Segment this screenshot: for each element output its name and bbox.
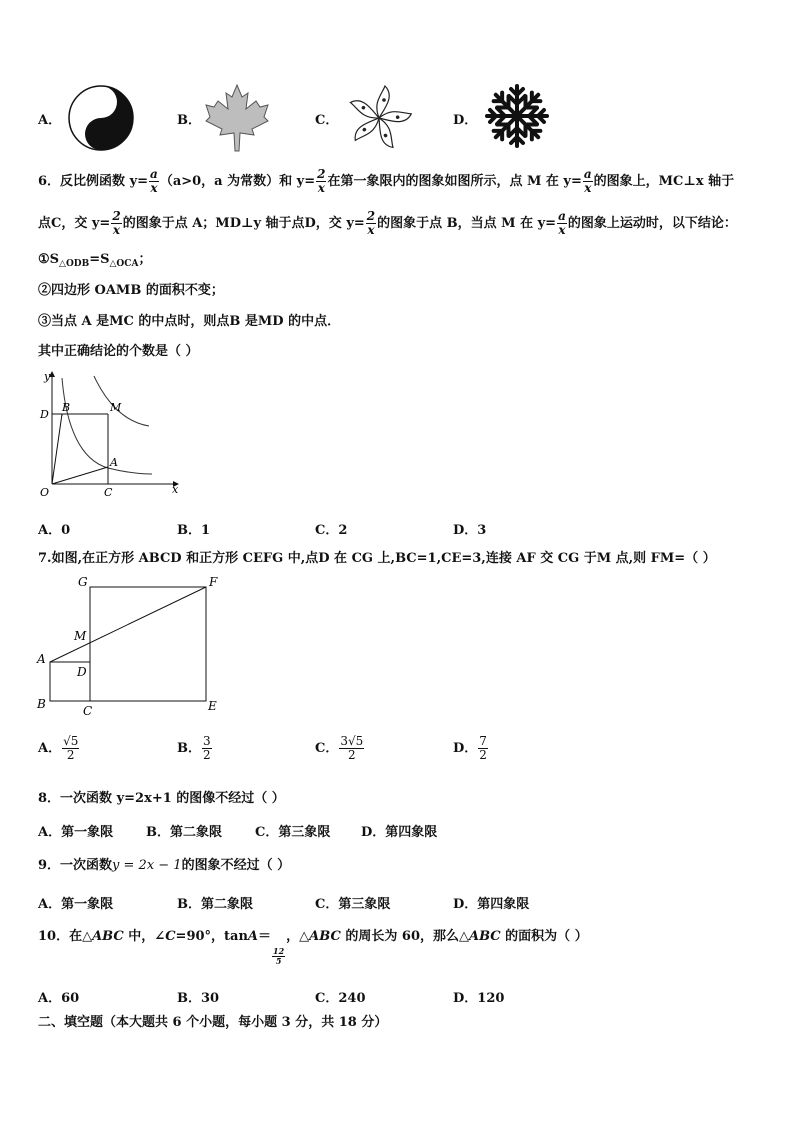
graph-label-c: C: [104, 486, 113, 499]
q7-option-d: D． $\frac{7}{2}$: [453, 734, 487, 762]
q9-option-a: A．第一象限: [38, 897, 114, 912]
q10-option-a: A．60: [38, 991, 80, 1006]
bauhinia-flower-icon: [342, 83, 416, 157]
fig-label-m: M: [74, 629, 87, 643]
q6-option-d: D．3: [453, 523, 487, 538]
q9-question: 9．一次函数y = 2x − 1的图象不经过（ ）: [38, 858, 291, 873]
q6-graph: [34, 366, 184, 505]
q5-option-a-label: A．: [38, 113, 62, 128]
q7-option-a: A． $\frac{√5}{2}$: [38, 734, 79, 762]
q9-option-c: C．第三象限: [315, 897, 391, 912]
q10-option-c: C．240: [315, 991, 366, 1006]
fraction-a-over-x: $\frac{a}{x}$: [558, 209, 566, 237]
graph-label-y: y: [44, 370, 51, 383]
q8-question: 8．一次函数 y=2x+1 的图像不经过（ ）: [38, 791, 285, 806]
q7-question: 7.如图,在正方形 ABCD 和正方形 CEFG 中,点D 在 CG 上,BC=1,CE=3,连接 AF 交 CG 于M 点,则 FM=（ ）: [38, 551, 716, 566]
q7-figure: [32, 572, 228, 722]
fraction-12-over-5: $\frac{12}{5}$: [273, 946, 285, 966]
q6-option-b: B．1: [177, 523, 211, 538]
q6-prompt: 其中正确结论的个数是（ ）: [38, 344, 199, 359]
q6-conclusion-2: ②四边形 OAMB 的面积不变；: [38, 283, 224, 298]
fraction-2-over-x: $\frac{2}{x}$: [366, 209, 376, 237]
q9-option-d: D．第四象限: [453, 897, 530, 912]
graph-label-d: D: [40, 408, 49, 421]
graph-label-b: B: [62, 401, 71, 414]
q9-option-b: B．第二象限: [177, 897, 253, 912]
fraction-a-over-x: $\frac{a}{x}$: [150, 167, 158, 195]
graph-label-x: x: [172, 483, 179, 496]
section-2-heading: 二、填空题（本大题共 6 个小题，每小题 3 分，共 18 分）: [38, 1015, 388, 1030]
q6-conclusion-1: $①S_{\triangle ODB}=S_{\triangle OCA}$；: [38, 252, 152, 269]
snowflake-icon: [484, 83, 550, 153]
fig-label-b: B: [37, 697, 46, 711]
q7-option-c: C． $\frac{3√5}{2}$: [315, 734, 364, 762]
q8-option-b: B．第二象限: [146, 825, 222, 840]
q5-option-c-label: C．: [315, 113, 339, 128]
q6-line-1: 6．反比例函数 y= $\frac{a}{x}$ （a>0，a 为常数）和 y= $\frac{2}{x}$ 在第一象限内的图象如图所示，点 M 在 y= $\frac{a}{x}$ 的图象上，MC⊥x 轴于: [38, 167, 735, 195]
q10-question: 10．在△ABC 中，∠C=90°，tanA＝ $\frac{12}{5}$ ，△ABC 的周长为 60，那么△ABC 的面积为（ ）: [38, 929, 588, 966]
graph-label-a: A: [110, 456, 118, 469]
q5-option-d-label: D．: [453, 113, 478, 128]
q8-option-d: D．第四象限: [361, 825, 438, 840]
q10-option-d: D．120: [453, 991, 505, 1006]
graph-label-o: O: [40, 486, 50, 499]
q7-option-b: B． $\frac{3}{2}$: [177, 734, 211, 762]
fig-label-e: E: [208, 699, 217, 713]
q6-option-a: A．0: [38, 523, 71, 538]
fig-label-g: G: [78, 575, 88, 589]
fraction-2-over-x: $\frac{2}{x}$: [112, 209, 121, 237]
q8-option-a: A．第一象限: [38, 825, 114, 840]
q5-option-b-label: B．: [177, 113, 201, 128]
fraction-2-over-x: $\frac{2}{x}$: [317, 167, 326, 195]
fig-label-d: D: [77, 665, 87, 679]
q6-line-2: 点C，交 y= $\frac{2}{x}$ 的图象于点 A；MD⊥y 轴于点D，交 y= $\frac{2}{x}$ 的图象于点 B，当点 M 在 y= $\frac{a}{x}$ 的图象上运动时，以下结论：: [38, 209, 737, 237]
maple-leaf-icon: [204, 83, 270, 157]
graph-label-m: M: [110, 401, 122, 414]
yin-yang-icon: [66, 83, 136, 157]
fig-label-f: F: [209, 575, 218, 589]
q10-option-b: B．30: [177, 991, 220, 1006]
fig-label-a: A: [37, 652, 46, 666]
fraction-a-over-x: $\frac{a}{x}$: [583, 167, 592, 195]
q6-conclusion-3: ③当点 A 是MC 的中点时，则点B 是MD 的中点．: [38, 314, 341, 329]
fig-label-c: C: [83, 704, 93, 718]
q8-option-c: C．第三象限: [255, 825, 331, 840]
q6-option-c: C．2: [315, 523, 348, 538]
q9-expression: y = 2x − 1: [112, 858, 182, 873]
